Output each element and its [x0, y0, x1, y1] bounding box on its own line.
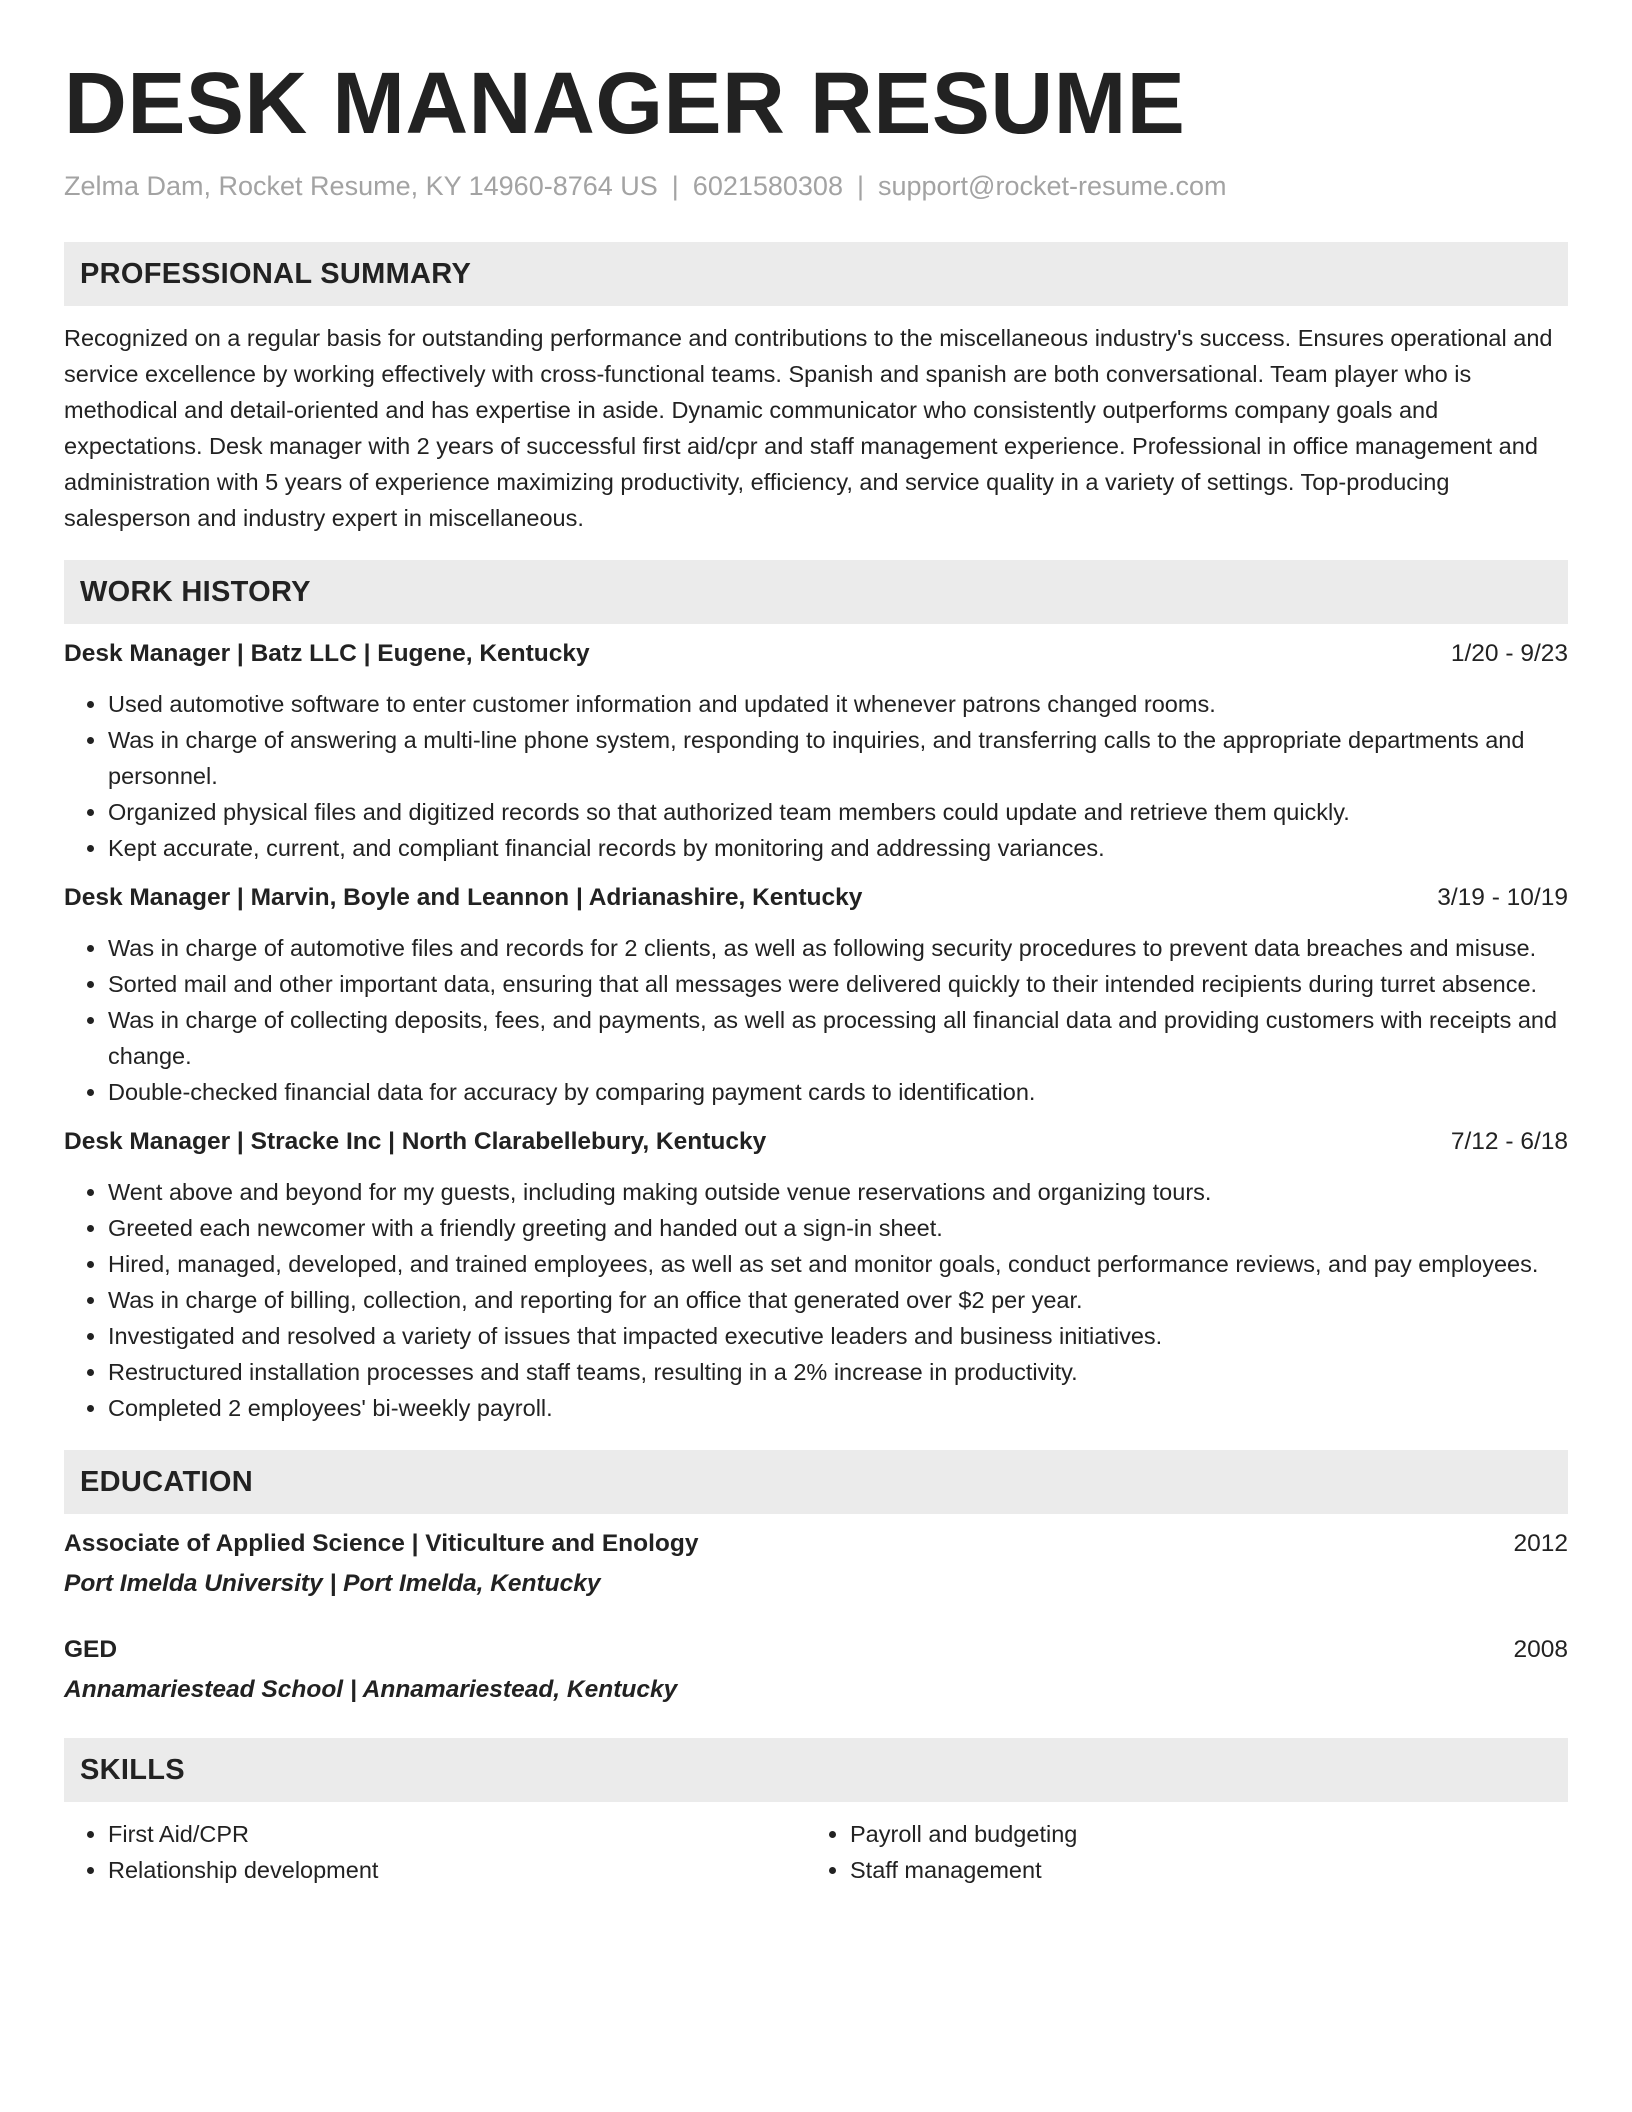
section-heading-label: WORK HISTORY [80, 575, 311, 608]
skill-item: • Payroll and budgeting [850, 1816, 1548, 1852]
job-dates: 3/19 - 10/19 [1437, 884, 1568, 911]
education-header [64, 1632, 1568, 1668]
job-bullet: • Used automotive software to enter customer information and updated it whenever patrons changed rooms. [108, 686, 1568, 722]
job-bullet: • Restructured installation processes and staff teams, resulting in a 2% increase in productivity. [108, 1354, 1568, 1390]
job-bullets [64, 686, 1568, 866]
skills-column-right [806, 1816, 1548, 1888]
job-header [64, 880, 1568, 916]
skills-list [64, 1816, 1568, 1888]
education-year: 2008 [1513, 1636, 1568, 1663]
job-dates: 1/20 - 9/23 [1450, 640, 1568, 667]
contact-email: support@rocket-resume.com [877, 171, 1227, 201]
job-bullet: • Organized physical files and digitized records so that authorized team members could update and retrieve them quickly. [108, 794, 1568, 830]
section-heading-label: EDUCATION [80, 1465, 253, 1498]
job-bullet: • Greeted each newcomer with a friendly greeting and handed out a sign-in sheet. [108, 1210, 1568, 1246]
job-bullet: • Double-checked financial data for accuracy by comparing payment cards to identification. [108, 1074, 1568, 1110]
education-header [64, 1526, 1568, 1562]
job-bullets [64, 930, 1568, 1110]
education-year: 2012 [1513, 1530, 1568, 1557]
job-title: Desk Manager | Batz LLC | Eugene, Kentucky [64, 640, 590, 667]
job-bullet: • Kept accurate, current, and compliant financial records by monitoring and addressing variances. [108, 830, 1568, 866]
job-bullet: • Completed 2 employees' bi-weekly payroll. [108, 1390, 1568, 1426]
skill-item: • Staff management [850, 1852, 1548, 1888]
section-heading-label: SKILLS [80, 1753, 185, 1786]
job-title: Desk Manager | Stracke Inc | North Clarabellebury, Kentucky [64, 1128, 767, 1155]
section-heading-summary [64, 242, 1568, 306]
contact-line [64, 168, 1568, 204]
job-bullet: • Hired, managed, developed, and trained employees, as well as set and monitor goals, conduct performance reviews, and pay employees. [108, 1246, 1568, 1282]
education-entry [64, 1632, 1568, 1708]
education-entry [64, 1526, 1568, 1602]
job-bullet: • Investigated and resolved a variety of issues that impacted executive leaders and business initiatives. [108, 1318, 1568, 1354]
skill-item: • First Aid/CPR [108, 1816, 806, 1852]
job-header [64, 636, 1568, 672]
section-heading-work-history [64, 560, 1568, 624]
skills-column-left [64, 1816, 806, 1888]
job-header [64, 1124, 1568, 1160]
section-heading-label: PROFESSIONAL SUMMARY [80, 257, 472, 290]
job-title: Desk Manager | Marvin, Boyle and Leannon | Adrianashire, Kentucky [64, 884, 863, 911]
job-bullet: • Sorted mail and other important data, ensuring that all messages were delivered quickly to their intended recipients during turret absence. [108, 966, 1568, 1002]
contact-address: Zelma Dam, Rocket Resume, KY 14960-8764 US [64, 171, 658, 201]
job-bullet: • Was in charge of answering a multi-line phone system, responding to inquiries, and transferring calls to the appropriate departments and personnel. [108, 722, 1568, 794]
job-bullet: • Went above and beyond for my guests, including making outside venue reservations and organizing tours. [108, 1174, 1568, 1210]
contact-phone: 6021580308 [692, 171, 843, 201]
education-degree: Associate of Applied Science | Viticulture and Enology [64, 1530, 699, 1557]
education-school: Annamariestead School | Annamariestead, Kentucky [64, 1676, 678, 1703]
section-heading-education [64, 1450, 1568, 1514]
resume-title: DESK MANAGER RESUME [64, 55, 1186, 152]
job-bullet: • Was in charge of collecting deposits, fees, and payments, as well as processing all financial data and providing customers with receipts and change. [108, 1002, 1568, 1074]
job-entry [64, 636, 1568, 866]
contact-separator: | [671, 171, 679, 201]
resume-page [64, 54, 1568, 1888]
job-entry [64, 880, 1568, 1110]
job-entry [64, 1124, 1568, 1426]
skill-item: • Relationship development [108, 1852, 806, 1888]
education-degree: GED [64, 1636, 118, 1663]
section-heading-skills [64, 1738, 1568, 1802]
contact-separator: | [856, 171, 864, 201]
education-school: Port Imelda University | Port Imelda, Kentucky [64, 1570, 601, 1597]
job-dates: 7/12 - 6/18 [1450, 1128, 1568, 1155]
job-bullet: • Was in charge of billing, collection, and reporting for an office that generated over $2 per year. [108, 1282, 1568, 1318]
job-bullets [64, 1174, 1568, 1426]
summary-text: Recognized on a regular basis for outstanding performance and contributions to the miscellaneous industry's success. Ensures operational and service excellence by working effectively with cross-functional teams. Spanish and spanish are both conversational. Team player who is methodical and detail-oriented and has expertise in aside. Dynamic communicator who consistently outperforms company goals and expectations. Desk manager with 2 years of successful first aid/cpr and staff management experience. Professional in office management and administration with 5 years of experience maximizing productivity, efficiency, and service quality in a variety of settings. Top-producing salesperson and industry expert in miscellaneous. [64, 325, 1553, 531]
job-bullet: • Was in charge of automotive files and records for 2 clients, as well as following security procedures to prevent data breaches and misuse. [108, 930, 1568, 966]
